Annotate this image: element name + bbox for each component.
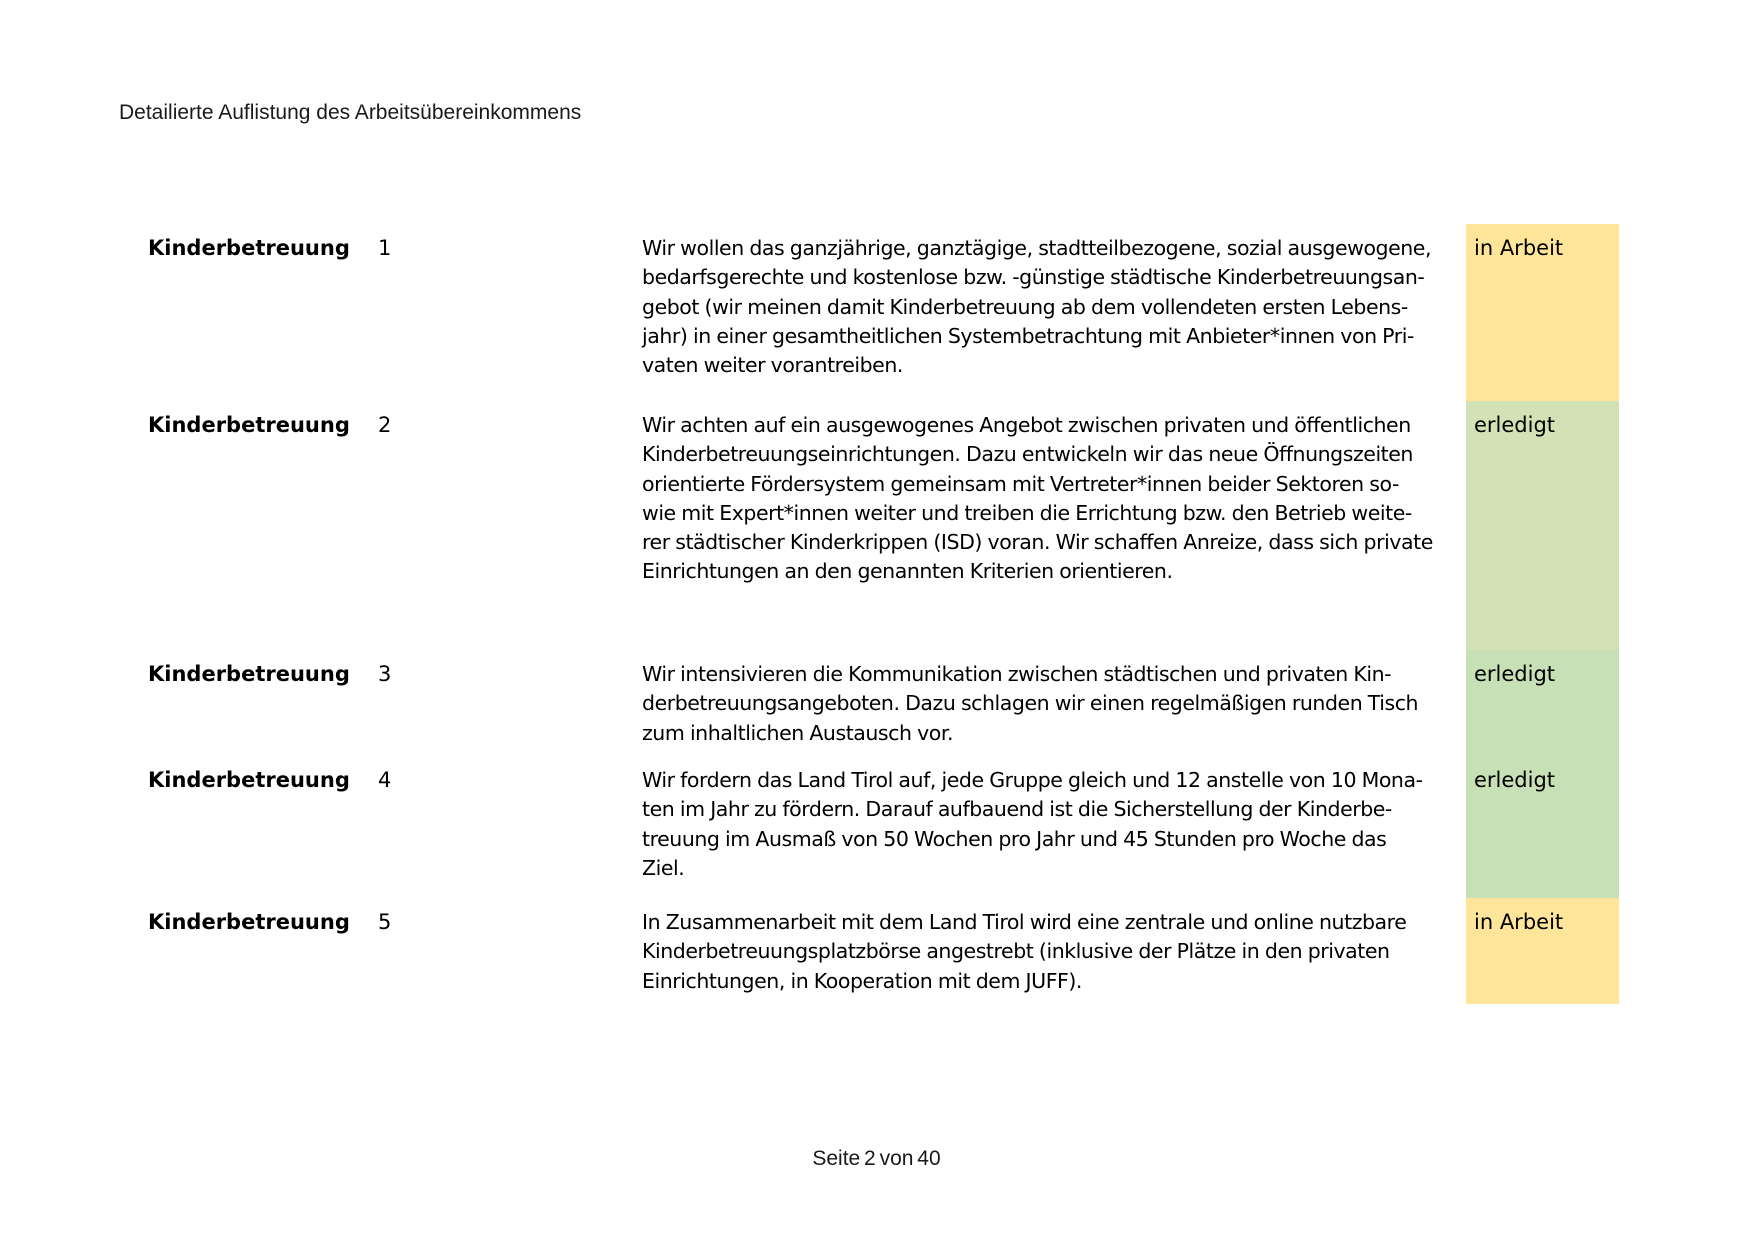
row-description: Wir achten auf ein ausgewogenes Angebot zwischen privaten und öffentlichen Kinderbetreuungseinrichtungen. Dazu entwickeln wir das neue Öffnungszeiten orientierte Fördersystem gemeinsam mit Vertreter*innen beider Sektoren so- wie mit Expert*innen weiter und treiben die Errichtung bzw. den Betrieb weite- rer städtischer Kinderkrippen (ISD) voran. Wir schaffen Anreize, dass sich private Einrichtungen an den genannten Kriterien orientieren. [642, 413, 1433, 584]
status-label: erledigt [1474, 662, 1556, 686]
row-number: 5 [378, 910, 392, 934]
status-label: in Arbeit [1474, 236, 1564, 260]
table-row-2 [140, 401, 1630, 650]
page-header-title: Detailierte Auflistung des Arbeitsübereinkommens [119, 101, 582, 124]
status-cell [1466, 401, 1619, 650]
row-number: 4 [378, 768, 392, 792]
page-number: Seite 2 von 40 [812, 1147, 941, 1170]
row-category: Kinderbetreuung [148, 236, 350, 260]
row-category: Kinderbetreuung [148, 910, 350, 934]
row-number: 1 [378, 236, 392, 260]
row-description: Wir fordern das Land Tirol auf, jede Gruppe gleich und 12 anstelle von 10 Mona- ten im Jahr zu fördern. Darauf aufbauend ist die Sicherstellung der Kinderbe- treuung im Ausmaß von 50 Wochen pro Jahr und 45 Stunden pro Woche das Ziel. [642, 768, 1423, 880]
table-row-3 [140, 650, 1630, 756]
status-cell [1466, 650, 1619, 756]
status-label: in Arbeit [1474, 910, 1564, 934]
row-number: 2 [378, 413, 392, 437]
row-category: Kinderbetreuung [148, 768, 350, 792]
row-description: Wir intensivieren die Kommunikation zwischen städtischen und privaten Kin- derbetreuungsangeboten. Dazu schlagen wir einen regelmäßigen runden Tisch zum inhaltlichen Austausch vor. [642, 662, 1419, 745]
row-category: Kinderbetreuung [148, 413, 350, 437]
row-description: In Zusammenarbeit mit dem Land Tirol wird eine zentrale und online nutzbare Kinderbetreuungsplatzbörse angestrebt (inklusive der Plätze in den privaten Einrichtungen, in Kooperation mit dem JUFF). [642, 910, 1407, 993]
row-number: 3 [378, 662, 392, 686]
status-cell [1466, 756, 1619, 898]
table-row-4 [140, 756, 1630, 898]
status-cell [1466, 898, 1619, 1004]
table-row-1 [140, 224, 1630, 401]
table-row-5 [140, 898, 1630, 1004]
row-description: Wir wollen das ganzjährige, ganztägige, stadtteilbezogene, sozial ausgewogene, bedarfsgerechte und kostenlose bzw. -günstige städtische Kinderbetreuungsan- gebot (wir meinen damit Kinderbetreuung ab dem vollendeten ersten Lebens- jahr) in einer gesamtheitlichen Systembetrachtung mit Anbieter*innen von Pri- vaten weiter vorantreiben. [642, 236, 1432, 378]
status-cell [1466, 224, 1619, 401]
row-category: Kinderbetreuung [148, 662, 350, 686]
status-label: erledigt [1474, 413, 1556, 437]
status-label: erledigt [1474, 768, 1556, 792]
